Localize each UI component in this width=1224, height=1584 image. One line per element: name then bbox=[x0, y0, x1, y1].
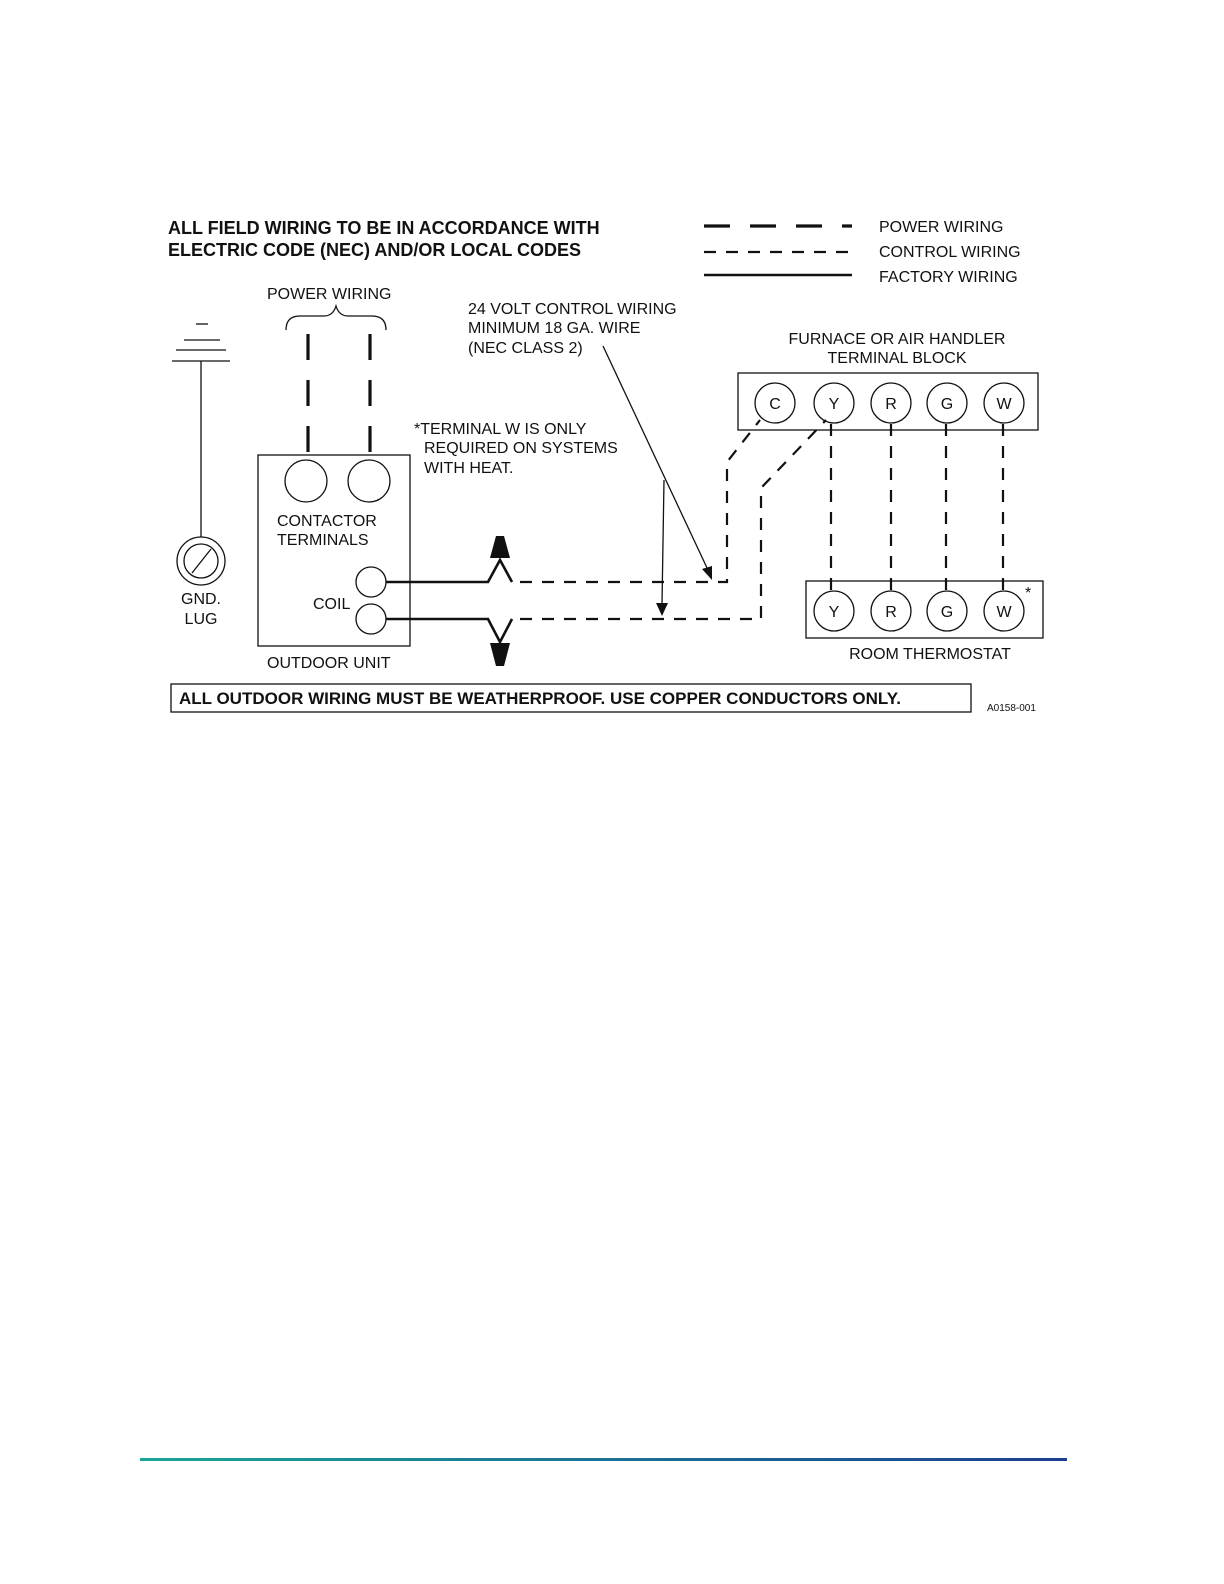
outdoor-unit bbox=[258, 455, 410, 646]
control-note-line-1: 24 VOLT CONTROL WIRING bbox=[468, 301, 677, 318]
coil-label: COIL bbox=[313, 596, 351, 613]
thermostat-terminal-w-label: W bbox=[996, 604, 1012, 621]
terminal-note-line-1: *TERMINAL W IS ONLY bbox=[414, 421, 587, 438]
leader-arrow-b bbox=[656, 603, 668, 616]
legend-control-label: CONTROL WIRING bbox=[879, 244, 1021, 261]
furnace-terminal-y bbox=[814, 383, 854, 423]
outdoor-unit-box bbox=[258, 455, 410, 646]
furnace-terminal-r-label: R bbox=[885, 396, 897, 413]
footer-note: ALL OUTDOOR WIRING MUST BE WEATHERPROOF. USE COPPER CONDUCTORS ONLY. bbox=[179, 689, 901, 708]
thermostat-asterisk: * bbox=[1025, 585, 1032, 602]
furnace-terminal-r bbox=[871, 383, 911, 423]
power-wiring-label: POWER WIRING bbox=[267, 286, 392, 303]
power-wiring-brace bbox=[286, 306, 386, 330]
header-line-2: ELECTRIC CODE (NEC) AND/OR LOCAL CODES bbox=[168, 240, 582, 260]
legend bbox=[704, 219, 1021, 286]
furnace-label-line-1: FURNACE OR AIR HANDLER bbox=[788, 331, 1006, 348]
furnace-label-line-2: TERMINAL BLOCK bbox=[827, 350, 967, 367]
figure-reference: A0158-001 bbox=[987, 703, 1036, 714]
thermostat-terminal-w bbox=[984, 591, 1024, 631]
ground-symbol bbox=[172, 324, 230, 537]
legend-power-label: POWER WIRING bbox=[879, 219, 1004, 236]
thermostat-terminal-y bbox=[814, 591, 854, 631]
furnace-terminal-w bbox=[984, 383, 1024, 423]
thermostat-terminal-r-label: R bbox=[885, 604, 897, 621]
leader-line-control-b bbox=[662, 480, 664, 604]
thermostat-label: ROOM THERMOSTAT bbox=[849, 646, 1011, 663]
coil-factory-wire-bottom bbox=[386, 619, 512, 642]
header-line-1: ALL FIELD WIRING TO BE IN ACCORDANCE WITH bbox=[168, 218, 600, 238]
wire-break-top bbox=[490, 536, 510, 558]
control-note-line-2: MINIMUM 18 GA. WIRE bbox=[468, 320, 641, 337]
leader-arrow-a bbox=[702, 566, 712, 580]
terminal-note-line-3: WITH HEAT. bbox=[424, 460, 514, 477]
furnace-terminal-g bbox=[927, 383, 967, 423]
page-footer-rule bbox=[140, 1458, 1067, 1461]
leader-line-control-a bbox=[603, 346, 708, 570]
furnace-terminal-g-label: G bbox=[940, 396, 954, 413]
ground-lug-icon bbox=[177, 537, 225, 585]
terminal-note-line-2: REQUIRED ON SYSTEMS bbox=[424, 440, 618, 457]
ground-label-line-2: LUG bbox=[184, 611, 218, 628]
furnace-terminal-c bbox=[755, 383, 795, 423]
furnace-terminal-w-label: W bbox=[996, 396, 1012, 413]
coil-factory-wire-top bbox=[386, 560, 512, 582]
thermostat-terminal-r bbox=[871, 591, 911, 631]
furnace-terminal-c-label: C bbox=[769, 396, 781, 413]
thermostat-terminal-g bbox=[927, 591, 967, 631]
furnace-terminal-y-label: Y bbox=[828, 396, 840, 413]
wire-break-bottom bbox=[490, 643, 510, 666]
control-note-line-3: (NEC CLASS 2) bbox=[468, 340, 583, 357]
legend-factory-label: FACTORY WIRING bbox=[879, 269, 1018, 286]
ground-label-line-1: GND. bbox=[181, 591, 221, 608]
coil-terminal-top bbox=[356, 567, 386, 597]
contactor-terminal-right bbox=[348, 460, 390, 502]
coil-terminal-bottom bbox=[356, 604, 386, 634]
contactor-label-line-1: CONTACTOR bbox=[277, 513, 377, 530]
thermostat-terminal-g-label: G bbox=[940, 604, 954, 621]
contactor-label-line-2: TERMINALS bbox=[277, 532, 369, 549]
thermostat-terminal-y-label: Y bbox=[828, 604, 840, 621]
outdoor-unit-label: OUTDOOR UNIT bbox=[267, 655, 391, 672]
contactor-terminal-left bbox=[285, 460, 327, 502]
